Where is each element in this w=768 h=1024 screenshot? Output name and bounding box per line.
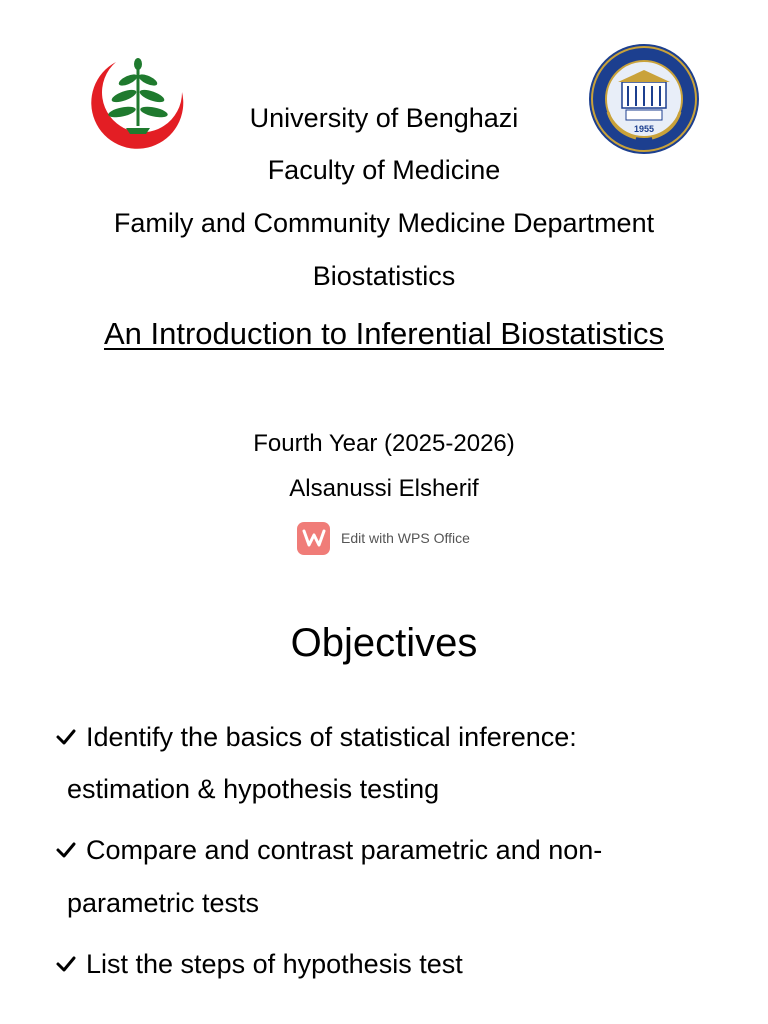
objective-text: Compare and contrast parametric and non- [86,835,603,865]
objective-item [54,946,463,982]
objective-continuation: parametric tests [67,888,260,918]
seal-year: 1955 [633,124,655,134]
author-name: Alsanussi Elsherif [289,475,479,502]
faculty-name: Faculty of Medicine [267,155,501,185]
course-name: Biostatistics [312,261,456,291]
objective-item [54,832,602,868]
university-seal-logo [584,42,704,156]
objective-continuation: estimation & hypothesis testing [67,774,440,804]
checkmark-icon [54,838,78,862]
objectives-heading: Objectives [290,621,478,665]
wps-badge-label: Edit with WPS Office [341,530,470,546]
checkmark-icon [54,725,78,749]
objective-text: Identify the basics of statistical inference: [86,722,577,752]
university-name: University of Benghazi [249,103,519,133]
university-seal-icon [584,42,704,156]
checkmark-icon [54,952,78,976]
page-title: An Introduction to Inferential Biostatistics [103,316,664,351]
academic-year: Fourth Year (2025-2026) [253,430,515,457]
wps-logo-icon [297,522,330,555]
objective-item [54,719,577,755]
edit-with-wps-button[interactable] [297,521,470,555]
department-name: Family and Community Medicine Department [113,208,655,238]
objective-text: List the steps of hypothesis test [86,949,463,979]
